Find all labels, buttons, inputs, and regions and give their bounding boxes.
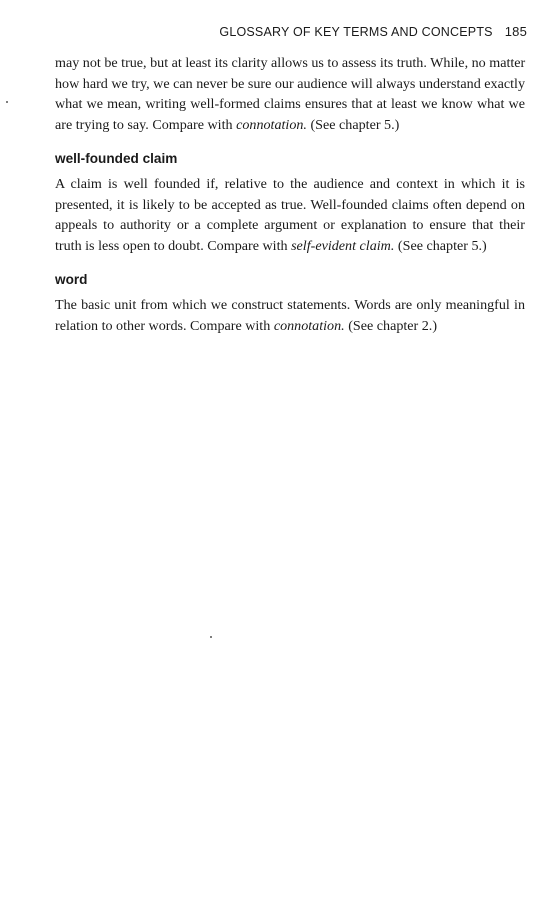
paragraph-line	[55, 115, 525, 136]
paragraph-line: what we mean, writing well-formed claims ensures that at least we know what we	[55, 96, 525, 112]
chapter-reference: (See chapter 5.)	[394, 237, 487, 254]
cross-reference-term: self-evident claim.	[291, 237, 395, 254]
running-header-title: GLOSSARY OF KEY TERMS AND CONCEPTS	[219, 25, 493, 39]
chapter-reference: (See chapter 2.)	[344, 317, 438, 334]
paragraph-line: presented, it is likely to be accepted as true. Well-founded claims often depend on	[55, 196, 525, 213]
paragraph-line: may not be true, but at least its clarity allows us to assess its truth. While, no matter	[55, 55, 526, 71]
glossary-content	[55, 53, 525, 336]
paragraph-line: A claim is well founded if, relative to the audience and context in which it is	[55, 176, 525, 192]
text-run: truth is less open to doubt. Compare with	[55, 237, 292, 254]
scan-speck	[210, 636, 212, 638]
glossary-term-heading: well-founded claim	[55, 151, 178, 166]
glossary-definition	[55, 174, 525, 256]
glossary-definition	[55, 295, 525, 336]
cross-reference-term: connotation.	[236, 116, 307, 133]
running-header	[219, 24, 527, 39]
chapter-reference: (See chapter 5.)	[306, 116, 400, 133]
paragraph-line	[55, 316, 525, 337]
paragraph-line: The basic unit from which we construct statements. Words are only meaningful in	[55, 297, 525, 313]
page-number: 185	[504, 24, 527, 39]
text-run: are trying to say. Compare with	[55, 116, 237, 133]
paragraph-line: how hard we try, we can never be sure our audience will always understand exactly	[55, 75, 525, 92]
scan-speck	[6, 101, 8, 103]
cross-reference-term: connotation.	[273, 317, 345, 334]
paragraph-line: appeals to authority or a complete argument or explanation to ensure that their	[55, 217, 525, 233]
continued-definition-paragraph	[55, 53, 525, 135]
text-run: relation to other words. Compare with	[55, 317, 274, 334]
glossary-term-heading: word	[55, 272, 88, 287]
paragraph-line	[55, 236, 525, 257]
